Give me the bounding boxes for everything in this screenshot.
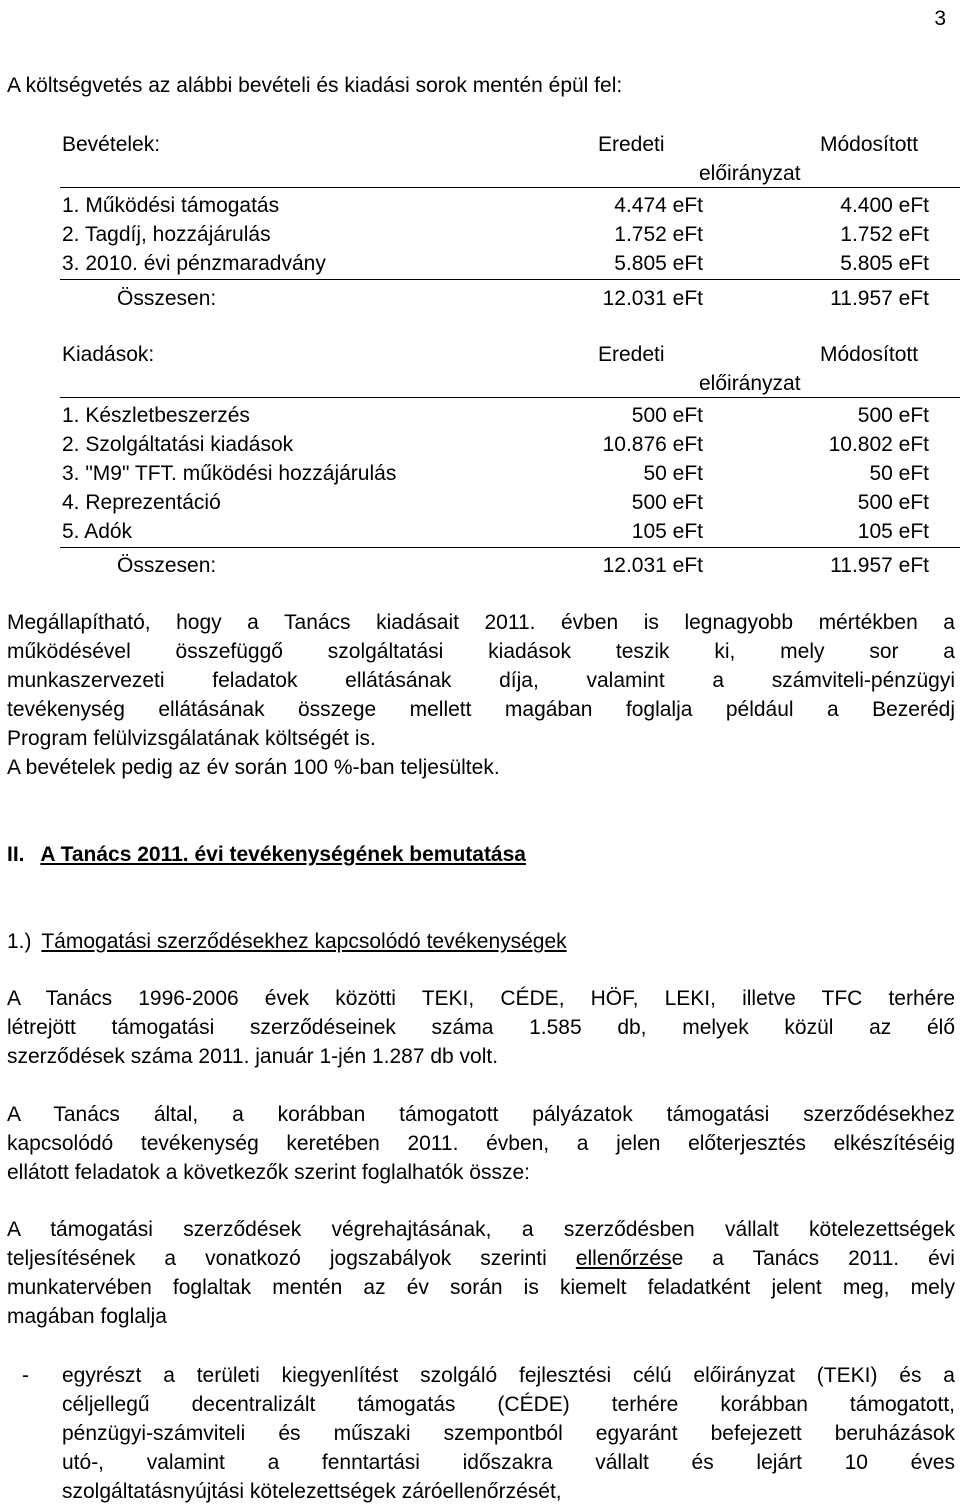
expenses-header-rule [60, 397, 960, 398]
contracts-paragraph [7, 984, 955, 1071]
paragraph-line [7, 1244, 955, 1273]
subsection-title: Támogatási szerződésekhez kapcsolódó tevékenységek [41, 930, 567, 953]
revenue-total-rule [60, 279, 960, 280]
expenses-row-label: 2. Szolgáltatási kiadások [62, 433, 294, 456]
text-run: e a Tanács 2011. évi [671, 1247, 955, 1270]
expenses-row-label: 3. "M9" TFT. működési hozzájárulás [62, 462, 397, 485]
paragraph-line: A Tanács által, a korábban támogatott pályázatok támogatási szerződésekhez [7, 1103, 955, 1126]
section-number: II. [7, 843, 25, 866]
expenses-total-rule [60, 547, 960, 548]
paragraph-line: munkatervében foglaltak mentén az év során is kiemelt feladatként jelent meg, mely [7, 1276, 955, 1299]
expenses-row-modified: 10.802 eFt [828, 433, 929, 456]
paragraph-line: ellátott feladatok a következők szerint foglalhatók össze: [7, 1161, 530, 1184]
revenue-total-label: Összesen: [117, 287, 217, 310]
expenses-row-modified: 500 eFt [857, 404, 929, 427]
summary-paragraph [7, 608, 955, 782]
revenue-col-original: Eredeti [598, 133, 665, 156]
bullet-text [62, 1361, 955, 1506]
summary-line: működésével összefüggő szolgáltatási kiadások teszik ki, mely sor a [7, 640, 955, 663]
expenses-row-label: 1. Készletbeszerzés [62, 404, 250, 427]
revenue-row-modified: 4.400 eFt [840, 194, 929, 217]
paragraph-line: A Tanács 1996-2006 évek közötti TEKI, CÉDE, HÖF, LEKI, illetve TFC terhére [7, 987, 955, 1010]
expenses-total-label: Összesen: [117, 554, 217, 577]
bullet-line: céljellegű decentralizált támogatás (CÉDE) terhére korábban támogatott, [62, 1393, 955, 1416]
paragraph-line: szerződések száma 2011. január 1-jén 1.287 db volt. [7, 1045, 499, 1068]
bullet-marker: - [22, 1364, 29, 1387]
revenue-col-sub: előirányzat [699, 162, 801, 185]
paragraph-line: létrejött támogatási szerződéseinek száma 1.585 db, melyek közül az élő [7, 1016, 955, 1039]
expenses-col-sub: előirányzat [699, 372, 801, 395]
expenses-col-original: Eredeti [598, 343, 665, 366]
expenses-row-modified: 105 eFt [857, 520, 929, 543]
paragraph-line: kapcsolódó tevékenység keretében 2011. évben, a jelen előterjesztés elkészítéséig [7, 1132, 955, 1155]
subsection-heading [7, 927, 567, 956]
revenue-row-modified: 5.805 eFt [840, 252, 929, 275]
expenses-row-original: 105 eFt [631, 520, 703, 543]
text-run: teljesítésének a vonatkozó jogszabályok szerinti [7, 1247, 547, 1270]
revenue-col-modified: Módosított [820, 133, 919, 156]
subsection-number: 1.) [7, 930, 32, 953]
inspection-paragraph [7, 1215, 955, 1331]
bullet-line: szolgáltatásnyújtási kötelezettségek záróellenőrzését, [62, 1480, 562, 1503]
revenue-row-label: 2. Tagdíj, hozzájárulás [62, 223, 271, 246]
expenses-row-original: 500 eFt [631, 491, 703, 514]
section-title: A Tanács 2011. évi tevékenységének bemutatása [40, 843, 526, 866]
expenses-row-original: 10.876 eFt [602, 433, 703, 456]
expenses-row-original: 500 eFt [631, 404, 703, 427]
expenses-row-modified: 500 eFt [857, 491, 929, 514]
bullet-item [0, 1361, 960, 1505]
bullet-line: pénzügyi-számviteli és műszaki szempontból egyaránt befejezett beruházások [62, 1422, 955, 1445]
paragraph-line: magában foglalja [7, 1305, 167, 1328]
revenue-header-rule [60, 187, 960, 188]
revenue-total-modified: 11.957 eFt [830, 287, 929, 310]
revenue-row-modified: 1.752 eFt [840, 223, 929, 246]
summary-line: tevékenység ellátásának összege mellett magában foglalja például a Bezerédj [7, 698, 955, 721]
page-number: 3 [934, 7, 946, 30]
revenue-row-original: 5.805 eFt [614, 252, 703, 275]
expenses-heading: Kiadások: [62, 343, 155, 366]
expenses-total-original: 12.031 eFt [602, 554, 703, 577]
revenue-row-original: 4.474 eFt [614, 194, 703, 217]
activity-paragraph [7, 1100, 955, 1187]
underlined-word: ellenőrzés [575, 1247, 672, 1270]
expenses-col-modified: Módosított [820, 343, 919, 366]
revenue-row-label: 3. 2010. évi pénzmaradvány [62, 252, 326, 275]
revenue-fulfilment-note: A bevételek pedig az év során 100 %-ban teljesültek. [7, 756, 500, 779]
bullet-line: egyrészt a területi kiegyenlítést szolgáló fejlesztési célú előirányzat (TEKI) és a [62, 1364, 955, 1387]
intro-text: A költségvetés az alábbi bevételi és kiadási sorok mentén épül fel: [7, 74, 623, 97]
expenses-row-label: 4. Reprezentáció [62, 491, 221, 514]
expenses-row-label: 5. Adók [62, 520, 133, 543]
revenue-heading: Bevételek: [62, 133, 161, 156]
expenses-row-original: 50 eFt [643, 462, 703, 485]
section-heading [7, 840, 526, 869]
expenses-row-modified: 50 eFt [869, 462, 929, 485]
revenue-row-label: 1. Működési támogatás [62, 194, 280, 217]
summary-line: Megállapítható, hogy a Tanács kiadásait 2011. évben is legnagyobb mértékben a [7, 611, 955, 634]
summary-line: munkaszervezeti feladatok ellátásának díja, valamint a számviteli-pénzügyi [7, 669, 955, 692]
revenue-row-original: 1.752 eFt [614, 223, 703, 246]
expenses-total-modified: 11.957 eFt [830, 554, 929, 577]
revenue-total-original: 12.031 eFt [602, 287, 703, 310]
paragraph-line: A támogatási szerződések végrehajtásának, a szerződésben vállalt kötelezettségek [7, 1218, 955, 1241]
bullet-line: utó-, valamint a fenntartási időszakra vállalt és lejárt 10 éves [62, 1451, 955, 1474]
summary-line: Program felülvizsgálatának költségét is. [7, 727, 376, 750]
